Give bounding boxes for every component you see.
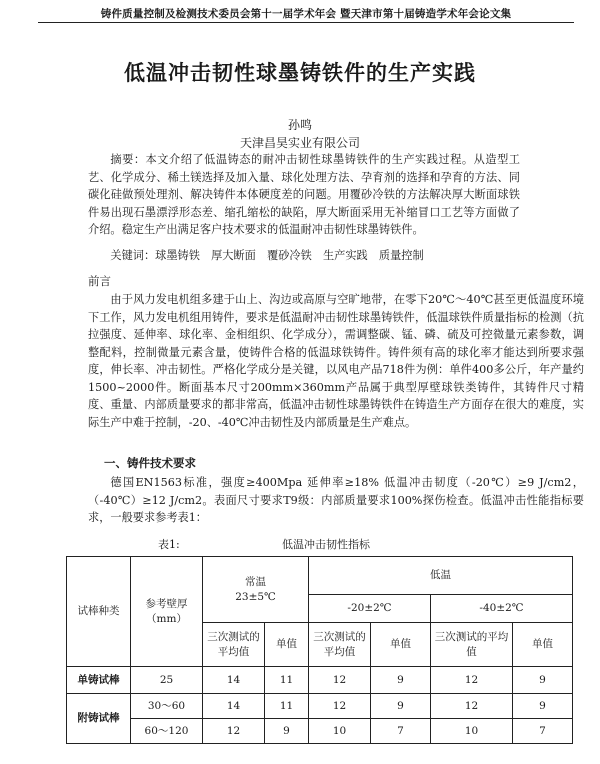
header-avg3: 三次测试的平均值 [203,623,265,667]
impact-table [66,556,573,744]
cell-value: 9 [371,694,431,719]
cell-value: 14 [203,694,265,719]
header-single: 单值 [265,623,309,667]
table-row [67,719,573,744]
header-single: 单值 [513,623,573,667]
cell-type: 单铸试棒 [67,667,131,694]
table-row [67,694,573,719]
header-low-temp: 低温 [309,557,573,595]
header-avg3: 三次测试的平均值 [431,623,513,667]
header-rule [38,22,574,23]
cell-thickness: 60～120 [131,719,203,744]
requirements-paragraph: 德国EN1563标准，强度≥400Mpa 延伸率≥18% 低温冲击韧度（-20℃）≥9 J/cm2，（-40℃）≥12 J/cm2。表面尺寸要求T9级：内部质量要求100%探伤检查。低温冲击性能指标要求，一般要求参考表1： [88,476,584,524]
cell-value: 11 [265,667,309,694]
header-avg3: 三次测试的平均值 [309,623,371,667]
cell-value: 9 [513,694,573,719]
header-minus40: -40±2℃ [431,595,573,623]
header-room-temp [203,557,309,623]
cell-value: 11 [265,694,309,719]
header-minus20: -20±2℃ [309,595,431,623]
running-header: 铸件质量控制及检测技术委员会第十一届学术年会 暨天津市第十届铸造学术年会论文集 [100,8,512,20]
header-single: 单值 [371,623,431,667]
paper-title: 低温冲击韧性球墨铸铁件的生产实践 [124,60,476,85]
cell-value: 12 [203,719,265,744]
table-caption-title: 低温冲击韧性指标 [282,538,370,551]
cell-value: 9 [265,719,309,744]
header-ref-thickness: 参考壁厚（mm） [131,557,203,667]
cell-thickness: 30～60 [131,694,203,719]
cell-value: 9 [371,667,431,694]
table-row [67,667,573,694]
intro-heading: 前言 [88,274,111,288]
cell-value: 12 [309,694,371,719]
cell-value: 12 [431,667,513,694]
table-caption-label: 表1: [158,538,180,551]
section-heading: 一、铸件技术要求 [104,456,196,470]
keywords: 关键词：球墨铸铁 厚大断面 覆砂冷铁 生产实践 质量控制 [110,249,424,262]
intro-paragraph: 由于风力发电机组多建于山上、沟边或高原与空旷地带，在零下20℃～40℃甚至更低温度环境下工作，风力发电机组用铸件，要求是低温耐冲击韧性球墨铸铁件，低温球铁件质量指标的检测（抗拉强度、延伸率、球化率、金相组织、化学成分），需调整碳、锰、磷、硫及可控微量元素参数，调整配料，控制微量元素含量，使铸件合格的低温球铁铸件。铸件须有高的球化率才能达到所要求强度，伸长率、冲击韧性。严格化学成分是关键，以风电产品718件为例：单件400多公斤，年产量约1500~2000件。断面基本尺寸200mm×360mm产品属于典型厚壁球铁类铸件，其铸件尺寸精度、重量、内部质量要求的都非常高，低温冲击韧性球墨铸铁件在铸造生产方面存在很大的难度，实际生产中难于控制，-20、-40℃冲击韧性及内部质量是生产难点。 [88,293,584,429]
cell-value: 7 [371,719,431,744]
room-temp-label: 常温 [245,575,266,588]
author: 孙鸣 [287,118,312,132]
cell-thickness: 25 [131,667,203,694]
cell-value: 7 [513,719,573,744]
room-temp-range: 23±5℃ [235,590,276,603]
cell-value: 10 [309,719,371,744]
cell-type: 附铸试棒 [67,694,131,744]
cell-value: 12 [309,667,371,694]
abstract: 摘要：本文介绍了低温铸态的耐冲击韧性球墨铸铁件的生产实践过程。从造型工艺、化学成分、稀土镁选择及加入量、球化处理方法、孕育剂的选择和孕育的方法、同碳化硅做预处理剂、解决铸件本体硬度差的问题。用覆砂冷铁的方法解决厚大断面球铁件易出现石墨漂浮形态差、缩孔缩松的缺陷，厚大断面采用无补缩冒口工艺等方面做了介绍。稳定生产出满足客户技术要求的低温耐冲击韧性球墨铸铁件。 [88,153,520,236]
cell-value: 9 [513,667,573,694]
header-specimen: 试棒种类 [67,557,131,667]
cell-value: 14 [203,667,265,694]
affiliation: 天津昌昊实业有限公司 [239,136,360,150]
cell-value: 12 [431,694,513,719]
cell-value: 10 [431,719,513,744]
